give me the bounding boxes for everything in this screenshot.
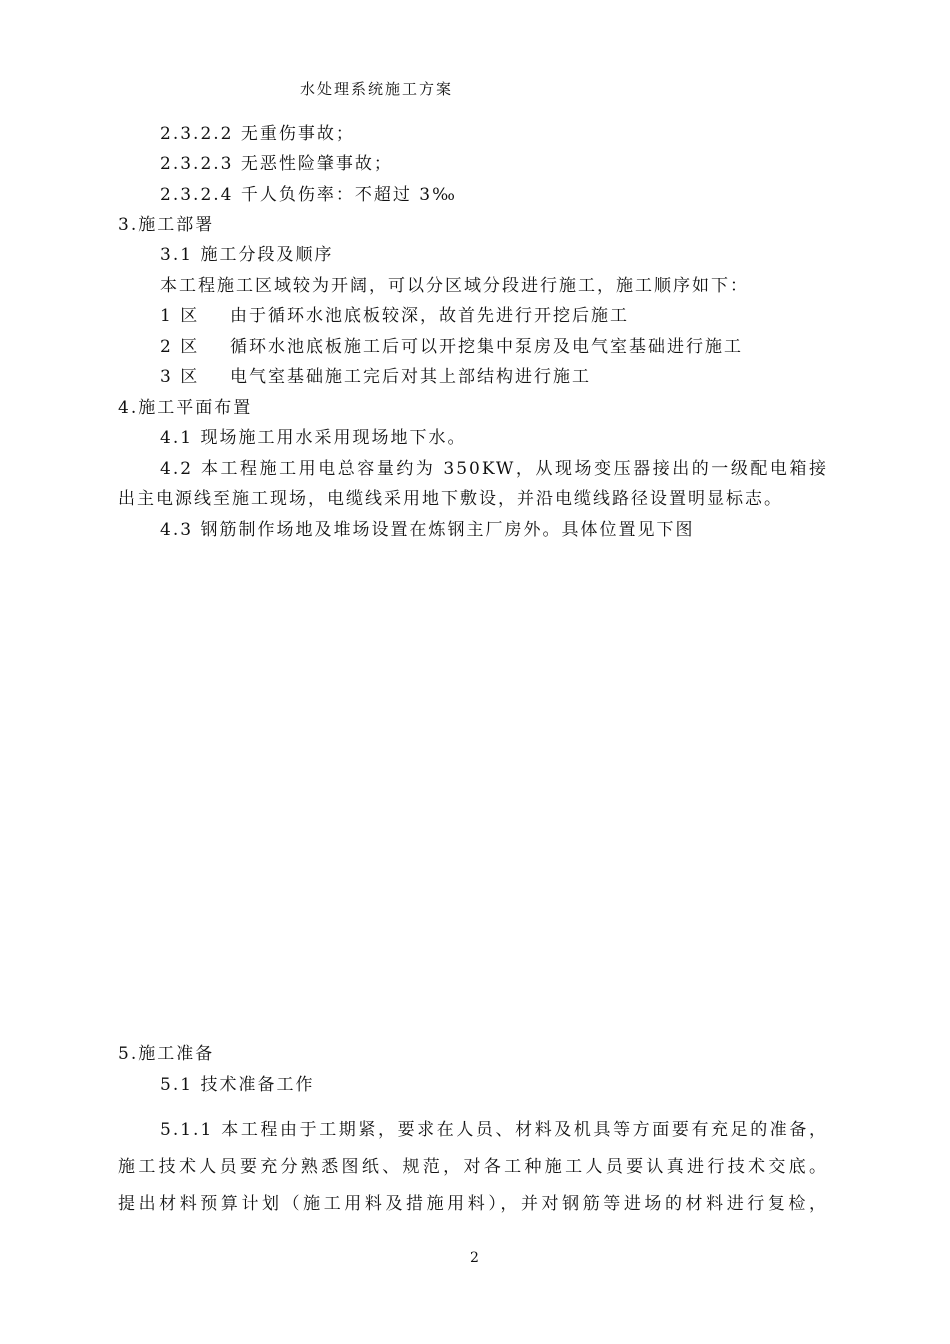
section-4-1: 4.1 现场施工用水采用现场地下水。 xyxy=(160,428,467,448)
zone-label: 2 区 xyxy=(160,337,200,357)
section-3-heading: 3.施工部署 xyxy=(118,215,215,235)
running-header: 水处理系统施工方案 xyxy=(300,80,454,98)
section-4-3: 4.3 钢筋制作场地及堆场设置在炼钢主厂房外。具体位置见下图 xyxy=(160,520,695,540)
section-5-1-heading: 5.1 技术准备工作 xyxy=(160,1075,315,1095)
section-5-1-1-line-2: 施工技术人员要充分熟悉图纸、规范，对各工种施工人员要认真进行技术交底。 xyxy=(118,1157,828,1177)
section-3-1-heading: 3.1 施工分段及顺序 xyxy=(160,245,334,265)
zone-label: 3 区 xyxy=(160,367,200,387)
section-4-heading: 4.施工平面布置 xyxy=(118,398,253,418)
item-2-3-2-3: 2.3.2.3 无恶性险肇事故； xyxy=(160,154,393,174)
zone-row xyxy=(160,304,629,328)
zone-row xyxy=(160,335,743,359)
zone-label: 1 区 xyxy=(160,306,200,326)
zone-row xyxy=(160,365,591,389)
zone-description: 循环水池底板施工后可以开挖集中泵房及电气室基础进行施工 xyxy=(230,337,743,357)
zone-description: 电气室基础施工完后对其上部结构进行施工 xyxy=(230,367,591,387)
section-4-2-line-2: 出主电源线至施工现场，电缆线采用地下敷设，并沿电缆线路径设置明显标志。 xyxy=(118,489,783,509)
section-3-1-intro: 本工程施工区域较为开阔，可以分区域分段进行施工，施工顺序如下： xyxy=(160,276,749,296)
section-5-heading: 5.施工准备 xyxy=(118,1044,215,1064)
zone-description: 由于循环水池底板较深，故首先进行开挖后施工 xyxy=(230,306,629,326)
section-5-1-1-line-1: 5.1.1 本工程由于工期紧，要求在人员、材料及机具等方面要有充足的准备， xyxy=(160,1120,828,1140)
section-4-2-line-1: 4.2 本工程施工用电总容量约为 350KW，从现场变压器接出的一级配电箱接 xyxy=(160,459,828,479)
section-5-1-1-line-3: 提出材料预算计划（施工用料及措施用料），并对钢筋等进场的材料进行复检， xyxy=(118,1194,828,1214)
page-number: 2 xyxy=(470,1250,479,1266)
item-2-3-2-4: 2.3.2.4 千人负伤率：不超过 3‰ xyxy=(160,185,457,205)
item-2-3-2-2: 2.3.2.2 无重伤事故； xyxy=(160,124,355,144)
